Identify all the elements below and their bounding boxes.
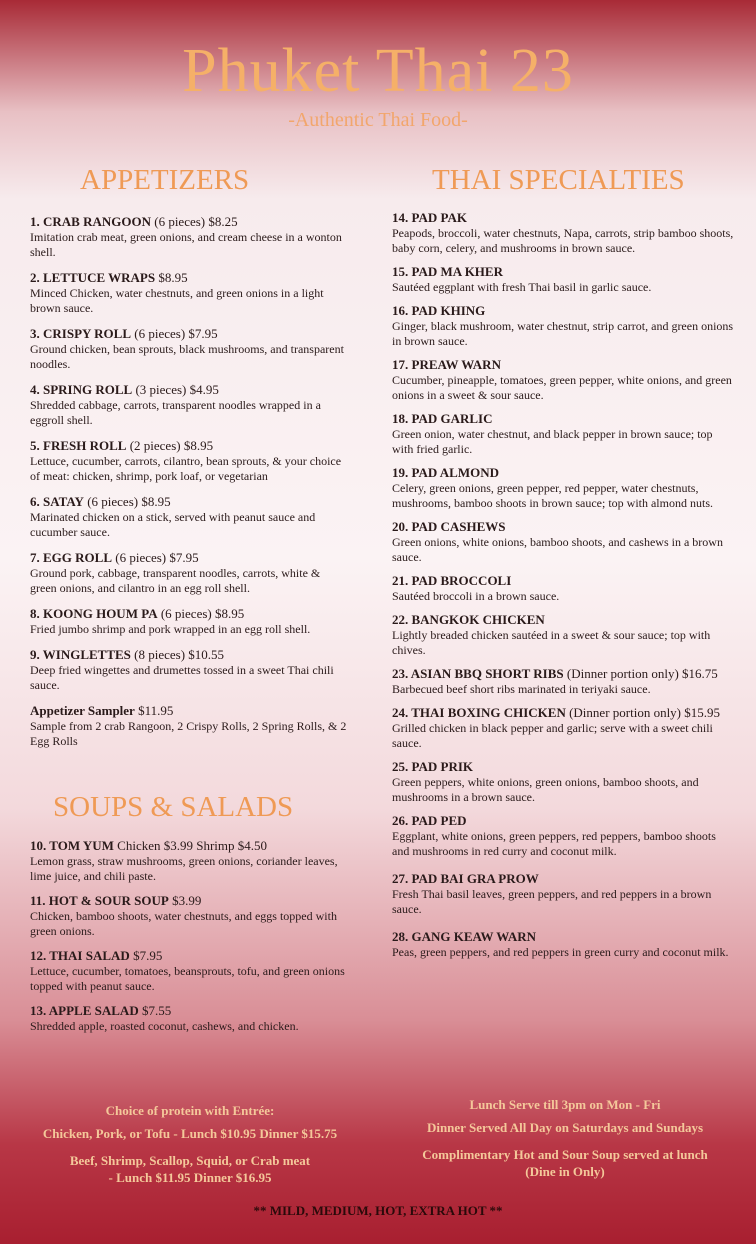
menu-item-name: 21. PAD BROCCOLI	[392, 573, 512, 588]
menu-item	[392, 612, 734, 658]
menu-item-name: 28. GANG KEAW WARN	[392, 929, 536, 944]
menu-item-name: 24. THAI BOXING CHICKEN (Dinner portion only) $15.95	[392, 705, 721, 720]
menu-item	[392, 705, 734, 751]
menu-item	[30, 438, 348, 484]
protein-choice-line-3: - Lunch $11.95 Dinner $16.95	[108, 1170, 272, 1185]
menu-item-description: Peas, green peppers, and red peppers in green curry and coconut milk.	[392, 945, 729, 959]
menu-item-name: 25. PAD PRIK	[392, 759, 474, 774]
menu-item-name: 14. PAD PAK	[392, 210, 467, 225]
menu-item	[392, 666, 734, 697]
menu-item-name: 10. TOM YUM Chicken $3.99 Shrimp $4.50	[30, 838, 268, 853]
menu-item-name: 5. FRESH ROLL (2 pieces) $8.95	[30, 438, 214, 453]
menu-item	[392, 465, 734, 511]
menu-item	[30, 893, 348, 939]
menu-item-name: 7. EGG ROLL (6 pieces) $7.95	[30, 550, 199, 565]
menu-item	[30, 382, 348, 428]
menu-item-name: 16. PAD KHING	[392, 303, 486, 318]
menu-item	[30, 1003, 348, 1034]
menu-item-description: Lemon grass, straw mushrooms, green onions, coriander leaves, lime juice, and chili paste.	[30, 854, 338, 883]
soups-salads-list	[30, 838, 348, 1043]
appetizers-heading: APPETIZERS	[80, 164, 250, 196]
menu-item	[392, 357, 734, 403]
menu-item-name: 19. PAD ALMOND	[392, 465, 500, 480]
menu-item	[30, 703, 348, 749]
dinner-hours: Dinner Served All Day on Saturdays and Sundays	[426, 1120, 704, 1135]
soups-salads-heading: SOUPS & SALADS	[53, 791, 294, 823]
menu-item-description: Grilled chicken in black pepper and garlic; serve with a sweet chili sauce.	[392, 721, 713, 750]
dine-in-note: (Dine in Only)	[525, 1164, 605, 1179]
menu-item-description: Fried jumbo shrimp and pork wrapped in an egg roll shell.	[30, 622, 311, 636]
menu-item-description: Ground pork, cabbage, transparent noodles, carrots, white & green onions, and cilantro in an egg roll shell.	[30, 566, 321, 595]
menu-item-description: Sample from 2 crab Rangoon, 2 Crispy Rolls, 2 Spring Rolls, & 2 Egg Rolls	[30, 719, 347, 748]
menu-item	[392, 573, 734, 604]
menu-item-name: 18. PAD GARLIC	[392, 411, 493, 426]
menu-item-description: Imitation crab meat, green onions, and cream cheese in a wonton shell.	[30, 230, 342, 259]
menu-item-description: Ground chicken, bean sprouts, black mushrooms, and transparent noodles.	[30, 342, 344, 371]
menu-item-description: Celery, green onions, green pepper, red pepper, water chestnuts, mushrooms, bamboo shoots in brown sauce; top with almond nuts.	[392, 481, 713, 510]
menu-item	[392, 929, 734, 960]
menu-item	[392, 210, 734, 256]
menu-item	[30, 647, 348, 693]
protein-choice-line-1: Chicken, Pork, or Tofu - Lunch $10.95 Dinner $15.75	[42, 1126, 338, 1141]
thai-specialties-heading: THAI SPECIALTIES	[432, 164, 685, 196]
restaurant-title: Phuket Thai 23	[182, 37, 574, 105]
menu-item	[392, 813, 734, 859]
menu-item-description: Lettuce, cucumber, tomatoes, beansprouts, tofu, and green onions topped with peanut sauce.	[30, 964, 345, 993]
menu-item-description: Green peppers, white onions, green onions, bamboo shoots, and mushrooms in a brown sauce.	[392, 775, 699, 804]
menu-item-name: 3. CRISPY ROLL (6 pieces) $7.95	[30, 326, 218, 341]
menu-item	[392, 411, 734, 457]
restaurant-subtitle: -Authentic Thai Food-	[288, 109, 468, 131]
menu-item-name: 8. KOONG HOUM PA (6 pieces) $8.95	[30, 606, 245, 621]
menu-item-description: Marinated chicken on a stick, served with peanut sauce and cucumber sauce.	[30, 510, 316, 539]
menu-item	[30, 550, 348, 596]
menu-item-name: 9. WINGLETTES (8 pieces) $10.55	[30, 647, 225, 662]
menu-item	[392, 759, 734, 805]
menu-item-name: 23. ASIAN BBQ SHORT RIBS (Dinner portion only) $16.75	[392, 666, 718, 681]
menu-item-name: 12. THAI SALAD $7.95	[30, 948, 163, 963]
menu-item	[392, 871, 734, 917]
protein-choice-block	[10, 1102, 370, 1186]
menu-item-name: 27. PAD BAI GRA PROW	[392, 871, 539, 886]
protein-choice-title: Choice of protein with Entrée:	[105, 1103, 275, 1118]
menu-item	[30, 326, 348, 372]
appetizers-list	[30, 214, 348, 759]
service-hours-block	[390, 1096, 740, 1180]
menu-item-description: Chicken, bamboo shoots, water chestnuts, and eggs topped with green onions.	[30, 909, 337, 938]
menu-item-description: Ginger, black mushroom, water chestnut, strip carrot, and green onions in brown sauce.	[392, 319, 734, 348]
menu-item-description: Shredded apple, roasted coconut, cashews, and chicken.	[30, 1019, 299, 1033]
menu-item-description: Lightly breaded chicken sautéed in a sweet & sour sauce; top with chives.	[392, 628, 711, 657]
menu-item-description: Barbecued beef short ribs marinated in teriyaki sauce.	[392, 682, 651, 696]
menu-item-name: 2. LETTUCE WRAPS $8.95	[30, 270, 188, 285]
menu-item	[30, 494, 348, 540]
menu-item-description: Deep fried wingettes and drumettes tossed in a sweet Thai chili sauce.	[30, 663, 334, 692]
menu-item	[30, 270, 348, 316]
menu-item-description: Fresh Thai basil leaves, green peppers, and red peppers in a brown sauce.	[392, 887, 712, 916]
menu-item-name: Appetizer Sampler $11.95	[30, 703, 174, 718]
menu-item-name: 6. SATAY (6 pieces) $8.95	[30, 494, 171, 509]
menu-item-description: Peapods, broccoli, water chestnuts, Napa, carrots, strip bamboo shoots, baby corn, celery, and mushrooms in brown sauce.	[392, 226, 734, 255]
menu-item-description: Green onions, white onions, bamboo shoots, and cashews in a brown sauce.	[392, 535, 723, 564]
menu-item-description: Sautéed broccoli in a brown sauce.	[392, 589, 560, 603]
menu-item-description: Lettuce, cucumber, carrots, cilantro, bean sprouts, & your choice of meat: chicken, shrimp, pork loaf, or vegetarian	[30, 454, 342, 483]
menu-item-description: Green onion, water chestnut, and black pepper in brown sauce; top with fried garlic.	[392, 427, 713, 456]
menu-item	[30, 214, 348, 260]
menu-item	[30, 948, 348, 994]
menu-item	[30, 838, 348, 884]
menu-item-name: 11. HOT & SOUR SOUP $3.99	[30, 893, 202, 908]
lunch-hours: Lunch Serve till 3pm on Mon - Fri	[469, 1097, 661, 1112]
menu-item-description: Eggplant, white onions, green peppers, red peppers, bamboo shoots and mushrooms in red curry and coconut milk.	[392, 829, 716, 858]
thai-specialties-list	[392, 210, 734, 968]
menu-item	[392, 519, 734, 565]
menu-item	[30, 606, 348, 637]
menu-item-name: 20. PAD CASHEWS	[392, 519, 506, 534]
menu-item-name: 15. PAD MA KHER	[392, 264, 503, 279]
menu-item-description: Shredded cabbage, carrots, transparent noodles wrapped in a eggroll shell.	[30, 398, 321, 427]
menu-item-name: 17. PREAW WARN	[392, 357, 501, 372]
spice-levels: ** MILD, MEDIUM, HOT, EXTRA HOT **	[253, 1203, 503, 1218]
protein-choice-line-2: Beef, Shrimp, Scallop, Squid, or Crab meat	[69, 1153, 311, 1168]
complimentary-soup: Complimentary Hot and Sour Soup served at lunch	[422, 1147, 708, 1162]
menu-item-description: Cucumber, pineapple, tomatoes, green pepper, white onions, and green onions in a sweet & sour sauce.	[392, 373, 732, 402]
menu-item-name: 1. CRAB RANGOON (6 pieces) $8.25	[30, 214, 238, 229]
menu-item-name: 13. APPLE SALAD $7.55	[30, 1003, 172, 1018]
menu-item-name: 22. BANGKOK CHICKEN	[392, 612, 545, 627]
menu-item	[392, 303, 734, 349]
menu-item-name: 26. PAD PED	[392, 813, 467, 828]
menu-item	[392, 264, 734, 295]
menu-item-description: Sautéed eggplant with fresh Thai basil in garlic sauce.	[392, 280, 652, 294]
menu-item-name: 4. SPRING ROLL (3 pieces) $4.95	[30, 382, 219, 397]
menu-item-description: Minced Chicken, water chestnuts, and green onions in a light brown sauce.	[30, 286, 324, 315]
